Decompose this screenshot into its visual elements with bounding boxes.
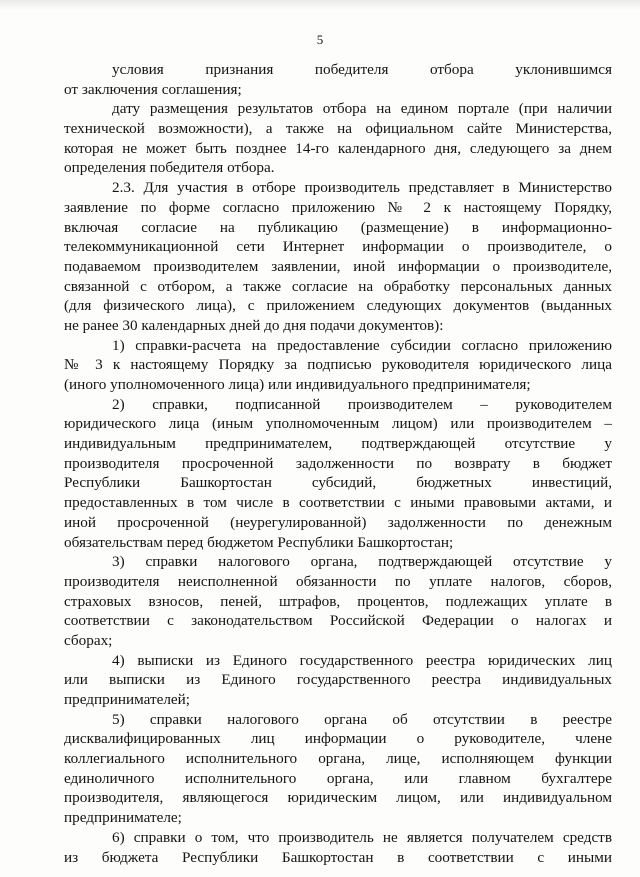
text-line: условия признания победителя отбора уклонившимся: [112, 61, 612, 78]
text-line: № 3 к настоящему Порядку за подписью руководителя юридического лица: [64, 356, 612, 374]
text-line: включая согласие на публикацию (размещение) в информационно-: [64, 218, 612, 236]
text-line: 5) справки налогового органа об отсутствии в реестре: [112, 710, 612, 728]
text-line: (для физического лица), с приложением следующих документов (выданных: [64, 297, 612, 315]
text-line: Республики Башкортостан субсидий, бюджетных инвестиций,: [64, 474, 612, 492]
text-line: подаваемом производителем заявлении, иной информации о производителе,: [64, 257, 612, 275]
text-line: или выписки из Единого государственного реестра индивидуальных: [64, 671, 612, 689]
text-line: индивидуальным предпринимателем, подтверждающей отсутствие у: [64, 435, 612, 453]
text-line: связанной с отбором, а также согласие на обработку персональных данных: [64, 277, 612, 295]
text-line: 1) справки-расчета на предоставление субсидии согласно приложению: [112, 336, 612, 354]
text-line: не ранее 30 календарных дней до дня подачи документов):: [64, 316, 444, 334]
text-line: единоличного исполнительного органа, или главном бухгалтере: [64, 769, 612, 787]
page-number: 5: [316, 32, 324, 47]
text-line: заявление по форме согласно приложению № 2 к настоящему Порядку,: [64, 198, 612, 216]
scan-edge: [0, 0, 640, 10]
text-line: производителя неисполненной обязанности по уплате налогов, сборов,: [64, 572, 612, 590]
text-line: дисквалифицированных лиц информации о руководителе, члене: [64, 730, 612, 748]
text-line: 2) справки, подписанной производителем – руководителем: [112, 395, 612, 413]
text-line: 4) выписки из Единого государственного реестра юридических лиц: [112, 651, 612, 669]
text-line: предоставленных в том числе в соответствии с иными правовыми актами, и: [64, 494, 612, 512]
text-line: соответствии с законодательством Российской Федерации о налогах и: [64, 612, 612, 630]
text-line: технической возможности), а также на официальном сайте Министерства,: [64, 120, 612, 138]
text-line: иной просроченной (неурегулированной) задолженности по денежным: [64, 513, 612, 531]
text-line: 2.3. Для участия в отборе производитель представляет в Министерство: [112, 179, 612, 197]
text-line: (иного уполномоченного лица) или индивидуального предпринимателя;: [64, 376, 531, 393]
text-line: производителя, являющегося юридическим лицом, или индивидуальном: [64, 789, 612, 807]
text-line: 3) справки налогового органа, подтверждающей отсутствие у: [112, 553, 612, 571]
text-line: дату размещения результатов отбора на едином портале (при наличии: [112, 100, 612, 118]
text-line: сборах;: [64, 631, 113, 649]
text-line: от заключения соглашения;: [64, 80, 242, 98]
text-line: предпринимателе;: [64, 809, 182, 827]
document-body: [64, 60, 612, 867]
text-line: определения победителя отбора.: [64, 159, 275, 177]
text-line: телекоммуникационной сети Интернет информации о производителе, о: [64, 238, 612, 256]
text-line: производителя просроченной задолженности по возврату в бюджет: [64, 454, 612, 472]
text-line: юридического лица (иным уполномоченным лицом) или производителем –: [64, 415, 612, 433]
text-line: страховых взносов, пеней, штрафов, процентов, подлежащих уплате в: [64, 592, 612, 610]
text-line: предпринимателей;: [64, 691, 190, 708]
text-line: 6) справки о том, что производитель не является получателем средств: [112, 828, 612, 846]
text-line: обязательствам перед бюджетом Республики Башкортостан;: [64, 533, 454, 551]
text-line: которая не может быть позднее 14-го календарного дня, следующего за днем: [64, 139, 612, 157]
text-line: коллегиального исполнительного органа, лице, исполняющем функции: [64, 750, 612, 768]
text-line: из бюджета Республики Башкортостан в соответствии с иными: [64, 848, 612, 866]
